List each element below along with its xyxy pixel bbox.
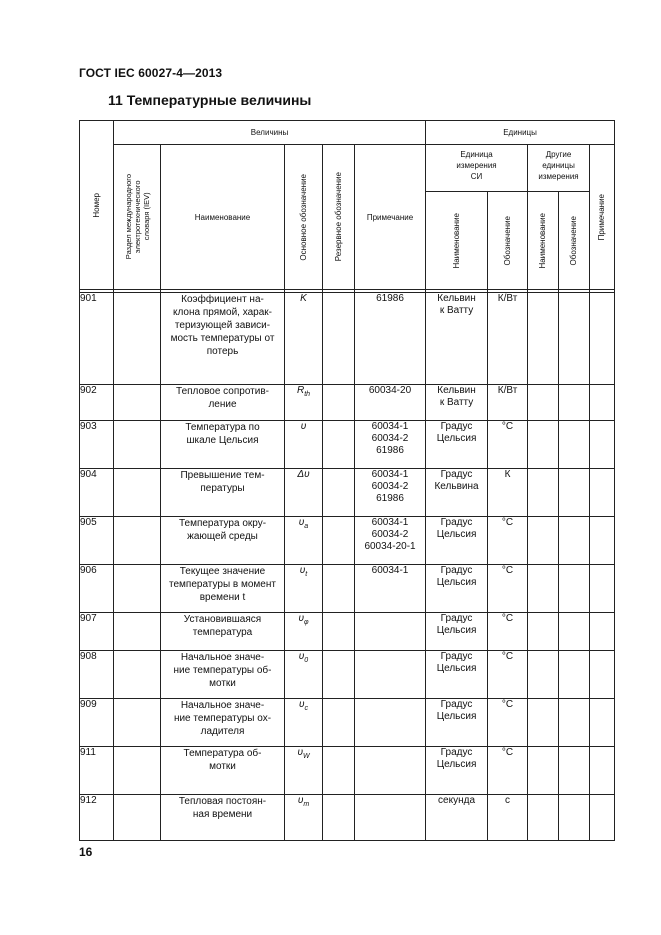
row-si-unit-symbol: К (488, 469, 528, 517)
col-reserve-symbol-header: Резервное обозначение (323, 145, 355, 290)
row-reserve-symbol (323, 747, 355, 795)
row-si-unit-symbol: °С (488, 565, 528, 613)
table-row (80, 517, 615, 565)
row-units-note (590, 469, 615, 517)
symbol-main: Δυ (297, 469, 310, 480)
row-units-note (590, 385, 615, 421)
row-number: 907 (80, 613, 114, 651)
row-reserve-symbol (323, 517, 355, 565)
row-si-unit-symbol: К/Вт (488, 293, 528, 385)
row-other-unit-name (528, 613, 559, 651)
row-si-unit-name: Градус Цельсия (426, 517, 488, 565)
row-main-symbol (285, 699, 323, 747)
row-number: 906 (80, 565, 114, 613)
row-iev-section (114, 421, 161, 469)
table-row (80, 795, 615, 841)
row-si-unit-name: Кельвин к Ватту (426, 293, 488, 385)
symbol-subscript: t (305, 571, 308, 578)
row-note (355, 747, 426, 795)
row-other-unit-symbol (559, 699, 590, 747)
row-reserve-symbol (323, 651, 355, 699)
row-number: 912 (80, 795, 114, 841)
row-si-unit-symbol: °С (488, 421, 528, 469)
row-other-unit-symbol (559, 565, 590, 613)
symbol-main: υ (298, 517, 305, 528)
row-other-unit-name (528, 517, 559, 565)
row-iev-section (114, 613, 161, 651)
row-other-unit-name (528, 747, 559, 795)
symbol-main: R (296, 385, 305, 396)
table-row (80, 565, 615, 613)
row-other-unit-name (528, 421, 559, 469)
row-si-unit-name: Градус Цельсия (426, 613, 488, 651)
row-number: 911 (80, 747, 114, 795)
symbol-subscript: th (304, 391, 311, 398)
row-si-unit-name: Кельвин к Ватту (426, 385, 488, 421)
row-quantity-name: Установившаяся температура (161, 613, 285, 651)
table-row (80, 469, 615, 517)
row-quantity-name: Тепловое сопротив- ление (161, 385, 285, 421)
table-row (80, 421, 615, 469)
col-note-header: Примечание (355, 145, 426, 290)
row-reserve-symbol (323, 795, 355, 841)
row-quantity-name: Текущее значение температуры в момент времени t (161, 565, 285, 613)
row-quantity-name: Температура об- мотки (161, 747, 285, 795)
row-si-unit-symbol: °С (488, 613, 528, 651)
row-note: 60034-1 60034-2 60034-20-1 (355, 517, 426, 565)
col-name-header: Наименование (161, 145, 285, 290)
symbol-subscript: W (302, 753, 310, 760)
row-note (355, 613, 426, 651)
row-si-unit-symbol: К/Вт (488, 385, 528, 421)
row-main-symbol (285, 613, 323, 651)
row-quantity-name: Начальное значе- ние температуры ох- ладителя (161, 699, 285, 747)
row-main-symbol (285, 747, 323, 795)
row-note (355, 651, 426, 699)
row-units-note (590, 517, 615, 565)
row-main-symbol (285, 385, 323, 421)
row-reserve-symbol (323, 469, 355, 517)
row-reserve-symbol (323, 421, 355, 469)
table-row (80, 699, 615, 747)
row-number: 902 (80, 385, 114, 421)
col-iev-header: Раздел международного электротехнического словаря (IEV) (114, 145, 161, 290)
symbol-main: υ (297, 795, 304, 806)
quantities-table (79, 120, 615, 841)
symbol-main: υ (297, 747, 303, 758)
symbol-main: υ (300, 421, 307, 432)
symbol-subscript: m (303, 801, 310, 808)
row-si-unit-name: секунда (426, 795, 488, 841)
other-units-header: Другие единицы измерения (528, 145, 590, 192)
row-si-unit-name: Градус Кельвина (426, 469, 488, 517)
row-other-unit-name (528, 469, 559, 517)
row-iev-section (114, 293, 161, 385)
table-row (80, 651, 615, 699)
row-number: 909 (80, 699, 114, 747)
row-reserve-symbol (323, 565, 355, 613)
row-quantity-name: Начальное значе- ние температуры об- мотки (161, 651, 285, 699)
row-note: 60034-1 60034-2 61986 (355, 421, 426, 469)
row-note (355, 795, 426, 841)
row-note: 60034-1 60034-2 61986 (355, 469, 426, 517)
row-other-unit-name (528, 699, 559, 747)
si-unit-header: Единица измерения СИ (426, 145, 528, 192)
row-reserve-symbol (323, 613, 355, 651)
col-unit-name-header: Наименование (426, 192, 488, 290)
row-other-unit-symbol (559, 385, 590, 421)
row-iev-section (114, 651, 161, 699)
row-note (355, 699, 426, 747)
row-number: 901 (80, 293, 114, 385)
row-other-unit-name (528, 385, 559, 421)
row-note: 61986 (355, 293, 426, 385)
row-si-unit-symbol: °С (488, 651, 528, 699)
col-other-unit-name-header: Наименование (528, 192, 559, 290)
symbol-subscript: a (304, 523, 309, 530)
row-units-note (590, 565, 615, 613)
row-units-note (590, 293, 615, 385)
row-main-symbol (285, 421, 323, 469)
col-unit-symbol-header: Обозначение (488, 192, 528, 290)
row-si-unit-symbol: °С (488, 699, 528, 747)
row-quantity-name: Температура окру- жающей среды (161, 517, 285, 565)
symbol-main: υ (298, 651, 305, 662)
symbol-main: υ (299, 699, 305, 710)
row-other-unit-symbol (559, 469, 590, 517)
row-other-unit-symbol (559, 421, 590, 469)
row-main-symbol (285, 651, 323, 699)
table-row (80, 747, 615, 795)
row-si-unit-symbol: °С (488, 517, 528, 565)
row-si-unit-name: Градус Цельсия (426, 565, 488, 613)
row-other-unit-name (528, 795, 559, 841)
row-number: 905 (80, 517, 114, 565)
units-group-header: Единицы (426, 121, 615, 145)
row-reserve-symbol (323, 699, 355, 747)
row-main-symbol (285, 565, 323, 613)
row-units-note (590, 651, 615, 699)
row-other-unit-name (528, 651, 559, 699)
row-si-unit-symbol: с (488, 795, 528, 841)
col-other-unit-symbol-header: Обозначение (559, 192, 590, 290)
row-iev-section (114, 747, 161, 795)
document-header: ГОСТ IEC 60027-4—2013 (79, 66, 223, 80)
symbol-main: υ (299, 565, 306, 576)
col-main-symbol-header: Основное обозначение (285, 145, 323, 290)
row-si-unit-name: Градус Цельсия (426, 421, 488, 469)
section-title: 11 Температурные величины (108, 92, 312, 108)
row-other-unit-name (528, 565, 559, 613)
row-iev-section (114, 469, 161, 517)
symbol-subscript: 0 (304, 657, 309, 664)
col-units-note-header: Примечание (590, 145, 615, 290)
symbol-main: υ (298, 613, 304, 624)
row-units-note (590, 613, 615, 651)
row-quantity-name: Тепловая постоян- ная времени (161, 795, 285, 841)
row-iev-section (114, 699, 161, 747)
table-row (80, 293, 615, 385)
row-quantity-name: Коэффициент на- клона прямой, харак- теризующей зависи- мость температуры от потерь (161, 293, 285, 385)
row-quantity-name: Температура по шкале Цельсия (161, 421, 285, 469)
row-si-unit-name: Градус Цельсия (426, 699, 488, 747)
symbol-main: K (300, 293, 307, 304)
row-units-note (590, 795, 615, 841)
row-si-unit-name: Градус Цельсия (426, 747, 488, 795)
row-note: 60034-1 (355, 565, 426, 613)
row-number: 903 (80, 421, 114, 469)
page-number: 16 (79, 845, 93, 859)
row-reserve-symbol (323, 293, 355, 385)
row-number: 908 (80, 651, 114, 699)
symbol-subscript: φ (303, 619, 309, 626)
row-number: 904 (80, 469, 114, 517)
row-other-unit-symbol (559, 747, 590, 795)
row-other-unit-symbol (559, 795, 590, 841)
row-main-symbol (285, 795, 323, 841)
row-other-unit-symbol (559, 517, 590, 565)
row-main-symbol (285, 293, 323, 385)
row-units-note (590, 747, 615, 795)
row-iev-section (114, 517, 161, 565)
row-quantity-name: Превышение тем- пературы (161, 469, 285, 517)
row-si-unit-name: Градус Цельсия (426, 651, 488, 699)
row-note: 60034-20 (355, 385, 426, 421)
row-iev-section (114, 565, 161, 613)
quantities-group-header: Величины (114, 121, 426, 145)
row-other-unit-name (528, 293, 559, 385)
row-units-note (590, 421, 615, 469)
table-row (80, 385, 615, 421)
row-main-symbol (285, 517, 323, 565)
row-other-unit-symbol (559, 651, 590, 699)
row-other-unit-symbol (559, 613, 590, 651)
row-units-note (590, 699, 615, 747)
symbol-subscript: c (304, 705, 308, 712)
row-si-unit-symbol: °С (488, 747, 528, 795)
row-other-unit-symbol (559, 293, 590, 385)
row-main-symbol (285, 469, 323, 517)
col-number-header: Номер (80, 121, 114, 290)
row-iev-section (114, 385, 161, 421)
row-reserve-symbol (323, 385, 355, 421)
row-iev-section (114, 795, 161, 841)
table-row (80, 613, 615, 651)
